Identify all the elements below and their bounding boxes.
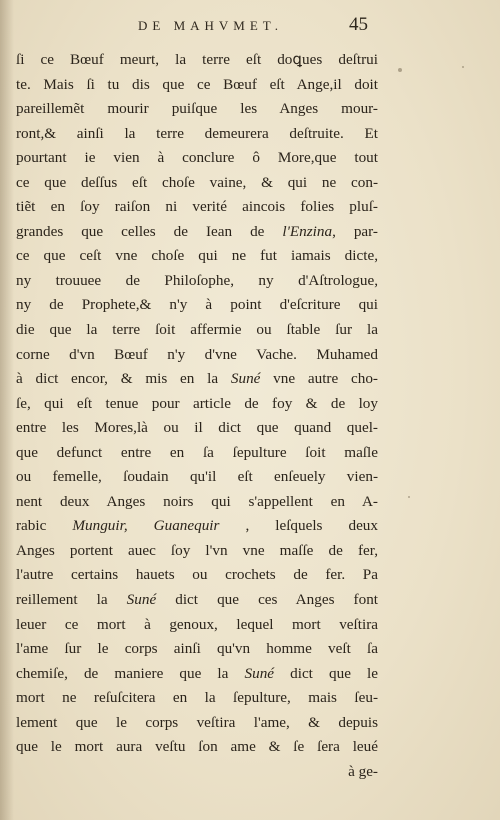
text-run: chemiſe, de maniere que la [16,664,245,682]
italic-text: Suné [244,664,275,682]
text-run: que defunct entre en ſa ſepulture ſoit maſle [16,443,378,461]
text-line [16,269,378,294]
paper-speck [462,66,464,68]
text-run: à dict encor, & mis en la [16,370,231,388]
text-line [16,760,378,785]
text-line [16,465,378,490]
text-line [16,588,378,613]
text-run: ny de Prophete,& n'y à point d'eſcriture qui [16,296,378,314]
text-run: entre les Mores,là ou il dict que quand quel- [16,419,378,437]
running-head: DE MAHVMET. [138,18,284,33]
text-run: mort ne reſuſcitera en la ſepulture, mais ſeu- [16,689,378,707]
text-run: Anges portent auec ſoy l'vn vne maſſe de fer, [16,541,378,559]
text-line [16,343,378,368]
paper-speck [398,68,402,72]
text-run: ſi ce Bœuf meurt, la terre eſt doꝗues deſtrui [16,51,378,68]
text-run: te. Mais ſi tu dis que ce Bœuf eſt Ange,il doit [16,75,378,93]
text-run: pareillemẽt mourir puiſque les Anges mour- [16,100,378,118]
text-line [16,686,378,711]
italic-text: Munguir, Guanequir [72,517,220,535]
text-run: ce que deſſus eſt choſe vaine, & qui ne con- [16,173,378,191]
text-line [16,613,378,638]
text-run: corne d'vn Bœuf n'y d'vne Vache. Muhamed [16,345,378,363]
italic-text: Suné [126,591,157,609]
text-line [16,416,378,441]
gutter-shadow [0,0,14,820]
text-line [16,637,378,662]
text-line [16,490,378,515]
text-run: ou femelle, ſoudain qu'il eſt enſeuely vien- [16,468,378,486]
text-run: à ge- [348,762,378,780]
text-run: reillement la [16,591,127,609]
text-line [16,146,378,171]
text-run: dict que ces Anges font [156,591,378,609]
text-run: dict que le [274,664,378,682]
italic-text: Suné [230,370,261,388]
text-run: que le mort aura veſtu ſon ame & ſe ſera leué [16,738,378,756]
text-line [16,293,378,318]
text-line [16,171,378,196]
text-run: l'ame ſur le corps ainſi qu'vn homme veſt ſa [16,640,378,658]
text-line [16,711,378,736]
text-run: ſe, qui eſt tenue pour article de foy & de loy [16,394,378,412]
page-header [0,14,500,40]
paper-speck [408,496,410,498]
text-run: , leſquels deux [219,517,378,535]
text-run: grandes que celles de Iean de [16,222,283,240]
text-line [16,244,378,269]
page-number: 45 [349,14,368,35]
text-run: leuer ce mort à genoux, lequel mort veſtira [16,615,378,633]
italic-text: l'Enzina [282,222,333,240]
text-line [16,48,378,73]
text-line [16,195,378,220]
text-run: nent deux Anges noirs qui s'appellent en A- [16,492,378,510]
text-line [16,220,378,245]
text-line [16,122,378,147]
text-run: l'autre certains hauets ou crochets de fer. Pa [16,566,378,584]
text-run: pourtant ie vien à conclure ô More,que tout [16,149,378,167]
text-run: ce que ceſt vne choſe qui ne fut iamais dicte, [16,247,378,265]
text-line [16,392,378,417]
text-run: lement que le corps veſtira l'ame, & depuis [16,713,378,731]
text-run: rabic [16,517,73,535]
body-text [16,48,378,784]
text-line [16,97,378,122]
text-line [16,662,378,687]
text-line [16,563,378,588]
text-run: tiẽt en ſoy raiſon ni verité aincois folies pluſ- [16,198,378,216]
text-line [16,318,378,343]
text-run: vne autre cho- [260,370,378,388]
text-line [16,539,378,564]
text-line [16,367,378,392]
text-line [16,735,378,760]
text-run: die que la terre ſoit affermie ou ſtable ſur la [16,321,378,339]
text-line [16,514,378,539]
text-line [16,441,378,466]
text-line [16,73,378,98]
text-run: ny trouuee de Philoſophe, ny d'Aſtrologue, [16,271,378,289]
text-run: , par- [332,222,378,240]
text-run: ront,& ainſi la terre demeurera deſtruite. Et [16,124,378,142]
